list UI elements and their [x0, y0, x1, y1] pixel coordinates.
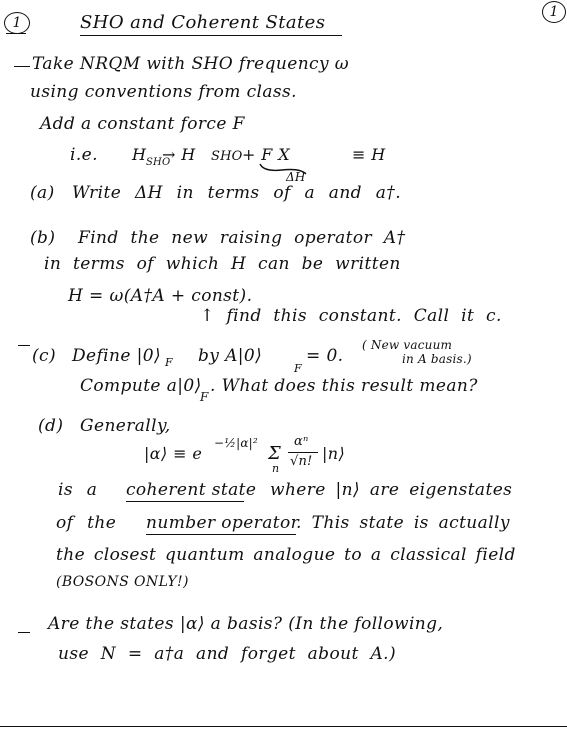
- bullet-dash: [14, 66, 30, 67]
- part-c-line-1: Define |0⟩: [72, 346, 162, 366]
- part-d-text-1a: is a: [58, 480, 98, 500]
- section-number: 1: [12, 15, 22, 31]
- final-dash: [18, 632, 30, 633]
- section-number-circle: [4, 12, 30, 34]
- part-c-note-2: in A basis.): [402, 352, 472, 366]
- part-a-label: (a): [30, 183, 55, 203]
- hamiltonian-subscript: SHO: [146, 157, 171, 168]
- part-c-line-2-sub: F: [200, 390, 209, 404]
- part-c-line-1-end: = 0.: [306, 346, 344, 366]
- delta-h-label: ΔH: [286, 170, 306, 184]
- part-d-text-1c: where |n⟩ are eigenstates: [270, 480, 513, 500]
- intro-line-3: Add a constant force F: [40, 114, 245, 134]
- coherent-state-fraction-bar: [288, 452, 318, 453]
- coherent-state-sum: Σ: [268, 443, 282, 464]
- page-title: SHO and Coherent States: [80, 12, 326, 33]
- page-bottom-rule: [0, 726, 567, 727]
- part-c-line-2: Compute a|0⟩: [80, 376, 202, 396]
- part-d-text-3: the closest quantum analogue to a classical field: [56, 545, 516, 565]
- coherent-state-exponent: −½|α|²: [214, 436, 258, 450]
- final-line-1: Are the states |α⟩ a basis? (In the following,: [48, 614, 444, 634]
- coherent-state-underline: [126, 501, 244, 502]
- part-b-line-4: ↑ find this constant. Call it c.: [200, 306, 502, 326]
- hamiltonian-symbol: H: [132, 145, 147, 164]
- page-title-underline: [80, 35, 342, 36]
- part-c-note-1: ( New vacuum: [362, 338, 453, 352]
- part-c-line-1-rest-sub: F: [294, 362, 302, 375]
- coherent-state-ket: |n⟩: [322, 444, 346, 463]
- part-b-label: (b): [30, 228, 56, 248]
- number-operator-term: number operator: [146, 513, 300, 533]
- page-number: 1: [549, 4, 559, 20]
- part-d-text-4: (BOSONS ONLY!): [56, 574, 189, 590]
- part-d-text-2a: of the: [56, 513, 117, 533]
- part-d-text-2c: . This state is actually: [296, 513, 510, 533]
- part-c-dash: [18, 345, 30, 346]
- part-b-line-3: H = ω(A†A + const).: [68, 286, 253, 306]
- coherent-state-term: coherent state: [126, 480, 257, 500]
- part-c-line-2-rest: . What does this result mean?: [210, 376, 478, 396]
- part-c-label: (c): [32, 346, 56, 366]
- intro-line-1: Take NRQM with SHO frequency ω: [32, 54, 350, 74]
- coherent-state-denominator: √n!: [290, 454, 313, 469]
- number-operator-underline: [146, 534, 296, 535]
- part-c-line-1-rest: by A|0⟩: [198, 346, 263, 366]
- section-number-underline: [6, 33, 26, 34]
- hamiltonian-arrow: → H: [162, 145, 196, 164]
- coherent-state-sum-index: n: [272, 462, 280, 475]
- force-term: + F X: [242, 145, 291, 164]
- equiv-h: ≡ H: [352, 145, 386, 164]
- part-b-line-1: Find the new raising operator A†: [78, 228, 406, 248]
- coherent-state-numerator: αⁿ: [294, 434, 309, 449]
- part-b-line-2: in terms of which H can be written: [44, 254, 401, 274]
- final-line-2: use N = a†a and forget about A.): [58, 644, 396, 664]
- part-d-line-1: Generally,: [80, 416, 171, 436]
- part-c-line-1-sub: F: [165, 356, 173, 369]
- coherent-state-lhs: |α⟩ ≡ e: [144, 444, 203, 463]
- intro-line-4-prefix: i.e.: [70, 145, 98, 165]
- hamiltonian-rest-subscript: SHO: [211, 149, 243, 164]
- intro-line-2: using conventions from class.: [30, 82, 297, 102]
- page-number-circle: [542, 1, 566, 23]
- part-d-label: (d): [38, 416, 64, 436]
- part-a-text: Write ΔH in terms of a and a†.: [72, 183, 402, 203]
